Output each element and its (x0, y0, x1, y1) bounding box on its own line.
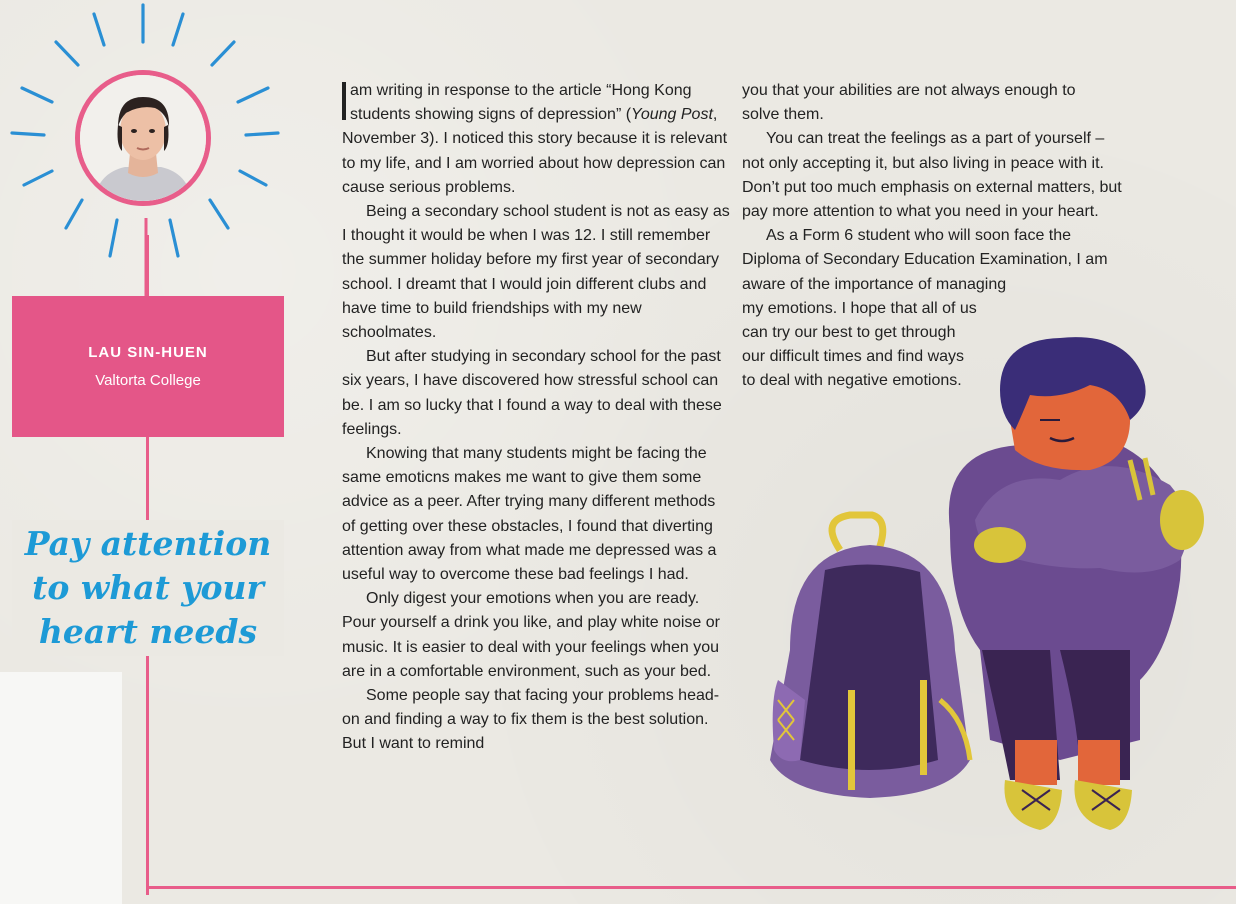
author-name-box (12, 296, 284, 437)
headline-line-2: to what your (32, 568, 264, 607)
paragraph: As a Form 6 student who will soon face the Diploma of Secondary Education Examination, I am aware of the importance of managing (742, 227, 1108, 293)
publication-name: Young Post (631, 106, 713, 124)
author-photo (75, 70, 211, 206)
paragraph: Knowing that many students might be facing the same emoticns makes me want to give them some advice as a peer. After trying many different methods of getting over these obstacles, I found that diverting attention away from what made me depressed was a useful way to overcome these bad feelings I had. (342, 445, 717, 584)
paragraph: Some people say that facing your problems head-on and finding a way to fix them is the best solution. But I want to remind (342, 687, 720, 753)
paragraph: You can treat the feelings as a part of yourself – not only accepting it, but also living in peace with it. Don’t put too much emphasis on external matters, but pay more attention to what you need in your heart. (742, 130, 1122, 221)
decorative-bottom-rule (146, 886, 1236, 889)
paragraph: you that your abilities are not always enough to solve them. (742, 82, 1076, 124)
paragraph: Only digest your emotions when you are ready. Pour yourself a drink you like, and play white noise or music. It is easier to deal with your feelings when you are in a comfortable environment, such as your bed. (342, 590, 720, 680)
blank-margin-patch (0, 672, 122, 904)
paragraph: my emotions. I hope that all of us can try our best to get through our difficult times and find ways to deal with negative emotions. (742, 299, 977, 390)
sad-student-illustration (760, 320, 1210, 860)
paragraph: am writing in response to the article “Hong Kong students showing signs of depression” (Young Post, November 3). I noticed this story because it is relevant to my life, and I am worried about how depression can cause serious problems. (342, 82, 728, 196)
headline-line-1: Pay attention (24, 524, 272, 563)
backpack-icon (770, 515, 970, 798)
author-name: LAU SIN-HUEN (88, 344, 208, 361)
paragraph: But after studying in secondary school for the past six years, I have discovered how stressful school can be. I am so lucky that I found a way to deal with these feelings. (342, 348, 722, 438)
paragraph: Being a secondary school student is not as easy as I thought it would be when I was 12. I still remember the summer holiday before my first year of secondary school. I dreamt that I would join different clubs and have time to build friendships with my new schoolmates. (342, 203, 730, 342)
portrait-illustration (80, 75, 206, 201)
author-school: Valtorta College (95, 372, 201, 389)
article-column-1 (342, 79, 732, 757)
headline-line-3: heart needs (38, 612, 258, 651)
article-headline (12, 520, 284, 656)
drop-cap-bar (342, 82, 346, 120)
student-figure (949, 445, 1204, 830)
